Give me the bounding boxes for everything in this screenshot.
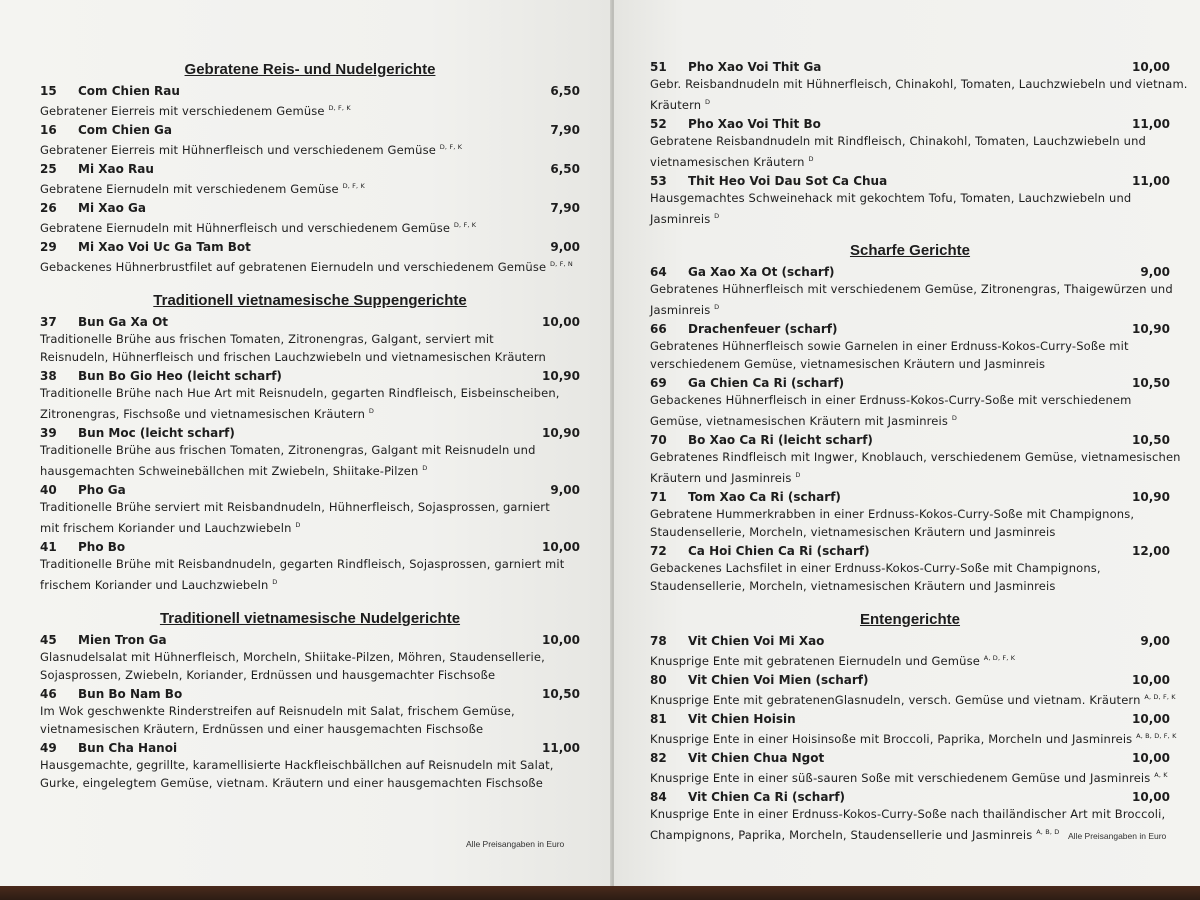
menu-item-header xyxy=(40,481,580,499)
dish-price: 10,00 xyxy=(1132,60,1170,74)
menu-item xyxy=(650,749,1170,786)
description-text: Gebratenes Hühnerfleisch mit verschiedenem Gemüse, Zitronengras, Thaigewürzen und xyxy=(650,282,1173,296)
dish-description xyxy=(650,728,1177,747)
dish-name: Mien Tron Ga xyxy=(78,633,167,647)
dish-description xyxy=(650,133,1170,149)
section-title: Gebratene Reis- und Nudelgerichte xyxy=(184,61,436,78)
dish-name: Vit Chien Chua Ngot xyxy=(688,751,825,765)
dish-description xyxy=(650,578,1170,594)
dish-price: 6,50 xyxy=(550,162,580,176)
table-edge xyxy=(0,886,1200,900)
dish-name: Bun Ga Xa Ot xyxy=(78,315,168,329)
dish-name: Bun Bo Gio Heo (leicht scharf) xyxy=(78,369,282,383)
menu-item-header xyxy=(650,320,1170,338)
menu-item-header xyxy=(40,538,580,556)
description-text: Jasminreis xyxy=(650,303,711,317)
allergen-codes: D xyxy=(714,212,720,220)
dish-name: Vit Chien Voi Mien (scharf) xyxy=(688,673,869,687)
description-text: Knusprige Ente mit gebratenenGlasnudeln, versch. Gemüse und vietnam. Kräutern xyxy=(650,693,1141,707)
dish-description xyxy=(650,299,1170,318)
menu-item xyxy=(40,238,580,275)
dish-price: 10,50 xyxy=(1132,433,1170,447)
dish-price: 7,90 xyxy=(550,123,580,137)
menu-column-right xyxy=(650,58,1188,845)
menu-item-header xyxy=(40,313,580,331)
dish-description xyxy=(40,403,580,422)
dish-price: 10,90 xyxy=(542,426,580,440)
description-text: Sojasprossen, Zwiebeln, Koriander, Erdnüssen und hausgemachter Fischsoße xyxy=(40,668,496,682)
dish-description xyxy=(40,217,580,236)
dish-price: 10,90 xyxy=(1132,490,1170,504)
dish-number: 72 xyxy=(650,544,667,558)
menu-item-header xyxy=(40,424,580,442)
description-text: hausgemachten Schweinebällchen mit Zwiebeln, Shiitake-Pilzen xyxy=(40,464,419,478)
menu-item-header xyxy=(650,374,1170,392)
dish-description xyxy=(650,467,1170,486)
description-text: Gebratenes Hühnerfleisch sowie Garnelen in einer Erdnuss-Kokos-Curry-Soße mit xyxy=(650,339,1129,353)
dish-description xyxy=(40,556,580,572)
dish-description xyxy=(40,667,580,683)
menu-item xyxy=(650,542,1170,594)
section-title: Entengerichte xyxy=(859,611,961,628)
menu-item-header xyxy=(40,367,580,385)
menu-item-header xyxy=(40,631,580,649)
menu-item-header xyxy=(40,160,580,178)
dish-name: Bun Bo Nam Bo xyxy=(78,687,183,701)
dish-name: Bo Xao Ca Ri (leicht scharf) xyxy=(688,433,873,447)
dish-description xyxy=(650,449,1181,465)
dish-number: 78 xyxy=(650,634,667,648)
dish-description xyxy=(40,139,580,158)
dish-number: 45 xyxy=(40,633,57,647)
description-text: Gebackenes Hühnerfleisch in einer Erdnuss-Kokos-Curry-Soße mit verschiedenem xyxy=(650,393,1132,407)
menu-item-header xyxy=(650,749,1170,767)
allergen-codes: D, F, K xyxy=(328,104,351,112)
description-text: vietnamesischen Kräutern, Erdnüssen und einer hausgemachten Fischsoße xyxy=(40,722,484,736)
description-text: Reisnudeln, Hühnerfleisch und frischen Lauchzwiebeln und vietnamesischen Kräutern xyxy=(40,350,546,364)
dish-name: Pho Ga xyxy=(78,483,126,497)
dish-description xyxy=(40,649,580,665)
allergen-codes: D xyxy=(714,303,720,311)
menu-item-header xyxy=(40,199,580,217)
section-title: Traditionell vietnamesische Nudelgerichte xyxy=(159,610,461,627)
allergen-codes: D xyxy=(272,578,278,586)
menu-item-header xyxy=(650,710,1170,728)
dish-description xyxy=(40,349,580,365)
menu-item xyxy=(650,172,1170,227)
dish-description xyxy=(650,338,1170,354)
dish-name: Mi Xao Rau xyxy=(78,162,154,176)
allergen-codes: D, F, N xyxy=(550,260,573,268)
description-text: Traditionelle Brühe nach Hue Art mit Reisnudeln, gegarten Rindfleisch, Eisbeinscheiben, xyxy=(40,386,560,400)
dish-name: Vit Chien Hoisin xyxy=(688,712,796,726)
dish-description xyxy=(40,775,580,791)
price-note: Alle Preisangaben in Euro xyxy=(1068,831,1167,841)
menu-page-right xyxy=(614,0,1200,888)
allergen-codes: D xyxy=(808,155,814,163)
dish-description xyxy=(650,94,1170,113)
dish-description xyxy=(650,410,1170,429)
dish-description xyxy=(40,256,580,275)
price-note: Alle Preisangaben in Euro xyxy=(466,839,565,849)
dish-description xyxy=(40,385,580,401)
description-text: Gebratene Reisbandnudeln mit Rindfleisch, Chinakohl, Tomaten, Lauchzwiebeln und xyxy=(650,134,1146,148)
description-text: Gebackenes Lachsfilet in einer Erdnuss-Kokos-Curry-Soße mit Champignons, xyxy=(650,561,1101,575)
menu-item-header xyxy=(650,788,1170,806)
allergen-codes: A, D, F, K xyxy=(1144,693,1176,701)
dish-price: 11,00 xyxy=(1132,117,1170,131)
dish-number: 16 xyxy=(40,123,57,137)
dish-name: Bun Cha Hanoi xyxy=(78,741,178,755)
dish-description xyxy=(650,524,1170,540)
allergen-codes: D xyxy=(368,407,375,415)
dish-name: Thit Heo Voi Dau Sot Ca Chua xyxy=(688,174,888,188)
allergen-codes: A, B, D, F, K xyxy=(1136,732,1177,740)
menu-item xyxy=(650,431,1181,486)
dish-price: 10,90 xyxy=(542,369,580,383)
dish-number: 82 xyxy=(650,751,667,765)
dish-name: Pho Xao Voi Thit Bo xyxy=(688,117,821,131)
dish-description xyxy=(40,574,580,593)
menu-item xyxy=(650,263,1173,318)
description-text: verschiedenem Gemüse, vietnamesischen Kräutern und Jasminreis xyxy=(650,357,1046,371)
dish-price: 11,00 xyxy=(542,741,580,755)
menu-item-header xyxy=(650,671,1170,689)
dish-name: Mi Xao Ga xyxy=(78,201,146,215)
description-text: Staudensellerie, Morcheln, vietnamesischen Kräutern und Jasminreis xyxy=(650,579,1056,593)
description-text: Gebr. Reisbandnudeln mit Hühnerfleisch, Chinakohl, Tomaten, Lauchzwiebeln und vietnam. xyxy=(650,77,1188,91)
menu-item xyxy=(40,481,580,536)
dish-number: 26 xyxy=(40,201,57,215)
menu-item xyxy=(40,538,580,593)
menu-item-header xyxy=(40,739,580,757)
dish-number: 80 xyxy=(650,673,667,687)
menu-item-header xyxy=(40,82,580,100)
dish-name: Drachenfeuer (scharf) xyxy=(688,322,838,336)
allergen-codes: D, F, K xyxy=(453,221,477,229)
dish-description xyxy=(650,650,1170,669)
menu-item-header xyxy=(40,121,580,139)
menu-item xyxy=(650,58,1188,113)
dish-description xyxy=(650,151,1170,170)
menu-section xyxy=(650,58,1188,227)
menu-item-header xyxy=(650,172,1170,190)
dish-description xyxy=(650,356,1170,372)
description-text: Gebratener Eierreis mit Hühnerfleisch und verschiedenem Gemüse xyxy=(40,143,436,157)
dish-description xyxy=(40,460,580,479)
dish-description xyxy=(40,703,580,719)
dish-description xyxy=(650,506,1170,522)
dish-price: 7,90 xyxy=(550,201,580,215)
description-text: Traditionelle Brühe mit Reisbandnudeln, gegarten Rindfleisch, Sojasprossen, garniert mit xyxy=(40,557,565,571)
dish-price: 10,00 xyxy=(1132,673,1170,687)
dish-price: 9,00 xyxy=(1140,634,1170,648)
dish-description xyxy=(650,76,1188,92)
dish-price: 9,00 xyxy=(550,240,580,254)
dish-number: 53 xyxy=(650,174,667,188)
dish-price: 10,00 xyxy=(1132,751,1170,765)
description-text: Zitronengras, Fischsoße und vietnamesischen Kräutern xyxy=(40,407,366,421)
dish-price: 10,50 xyxy=(542,687,580,701)
dish-price: 11,00 xyxy=(1132,174,1170,188)
dish-price: 10,90 xyxy=(1132,322,1170,336)
menu-item xyxy=(40,631,580,683)
dish-price: 6,50 xyxy=(550,84,580,98)
dish-number: 52 xyxy=(650,117,667,131)
dish-number: 40 xyxy=(40,483,57,497)
dish-description xyxy=(40,499,580,515)
menu-item xyxy=(650,115,1170,170)
menu-item-header xyxy=(650,542,1170,560)
menu-item xyxy=(650,488,1170,540)
description-text: Gebratene Eiernudeln mit verschiedenem Gemüse xyxy=(40,182,339,196)
allergen-codes: D, F, K xyxy=(342,182,365,190)
description-text: Traditionelle Brühe serviert mit Reisbandnudeln, Hühnerfleisch, Sojasprossen, garniert xyxy=(40,500,550,514)
dish-description xyxy=(650,689,1176,708)
description-text: Gebackenes Hühnerbrustfilet auf gebratenen Eiernudeln und verschiedenem Gemüse xyxy=(40,260,547,274)
dish-price: 12,00 xyxy=(1132,544,1170,558)
description-text: Traditionelle Brühe aus frischen Tomaten, Zitronengras, Galgant, serviert mit xyxy=(40,332,494,346)
dish-price: 9,00 xyxy=(1140,265,1170,279)
description-text: Gemüse, vietnamesischen Kräutern mit Jasminreis xyxy=(650,414,948,428)
dish-name: Ga Chien Ca Ri (scharf) xyxy=(688,376,845,390)
menu-item xyxy=(40,685,580,737)
dish-description xyxy=(40,757,580,773)
allergen-codes: A, K xyxy=(1154,771,1168,779)
dish-number: 70 xyxy=(650,433,667,447)
section-title: Traditionell vietnamesische Suppengerichte xyxy=(153,292,467,309)
dish-description xyxy=(650,190,1170,206)
dish-description xyxy=(650,560,1170,576)
allergen-codes: A, B, D xyxy=(1036,828,1060,836)
dish-number: 15 xyxy=(40,84,57,98)
description-text: Gebratene Hummerkrabben in einer Erdnuss-Kokos-Curry-Soße mit Champignons, xyxy=(650,507,1135,521)
dish-price: 10,00 xyxy=(542,633,580,647)
dish-description xyxy=(650,281,1173,297)
menu-item-header xyxy=(650,58,1170,76)
dish-price: 10,00 xyxy=(1132,790,1170,804)
menu-item xyxy=(40,82,580,119)
dish-price: 10,00 xyxy=(1132,712,1170,726)
allergen-codes: D, F, K xyxy=(439,143,463,151)
description-text: Kräutern xyxy=(650,98,702,112)
menu-item xyxy=(40,739,580,791)
dish-description xyxy=(40,178,580,197)
menu-item-header xyxy=(40,238,580,256)
dish-name: Com Chien Ga xyxy=(78,123,173,137)
section-title: Scharfe Gerichte xyxy=(849,242,971,259)
menu-item-header xyxy=(40,685,580,703)
dish-number: 81 xyxy=(650,712,667,726)
description-text: Staudensellerie, Morcheln, vietnamesischen Kräutern und Jasminreis xyxy=(650,525,1056,539)
menu-item xyxy=(650,320,1170,372)
dish-name: Pho Bo xyxy=(78,540,126,554)
dish-name: Ca Hoi Chien Ca Ri (scharf) xyxy=(688,544,870,558)
dish-number: 39 xyxy=(40,426,57,440)
description-text: Champignons, Paprika, Morcheln, Staudensellerie und Jasminreis xyxy=(650,828,1033,842)
allergen-codes: D xyxy=(951,414,957,422)
menu-item xyxy=(650,671,1176,708)
menu-item-header xyxy=(650,115,1170,133)
menu-item-header xyxy=(650,632,1170,650)
description-text: vietnamesischen Kräutern xyxy=(650,155,805,169)
allergen-codes: D xyxy=(422,464,428,472)
menu-section xyxy=(40,607,580,791)
description-text: Im Wok geschwenkte Rinderstreifen auf Reisnudeln mit Salat, frischem Gemüse, xyxy=(40,704,515,718)
description-text: Hausgemachtes Schweinehack mit gekochtem Tofu, Tomaten, Lauchzwiebeln und xyxy=(650,191,1132,205)
menu-item xyxy=(650,374,1170,429)
description-text: Knusprige Ente in einer süß-sauren Soße mit verschiedenem Gemüse und Jasminreis xyxy=(650,771,1151,785)
dish-description xyxy=(650,208,1170,227)
menu-item-header xyxy=(650,431,1170,449)
dish-name: Tom Xao Ca Ri (scharf) xyxy=(688,490,841,504)
dish-name: Com Chien Rau xyxy=(78,84,180,98)
description-text: Knusprige Ente in einer Hoisinsoße mit Broccoli, Paprika, Morcheln und Jasminreis xyxy=(650,732,1133,746)
dish-description xyxy=(650,806,1170,822)
dish-name: Ga Xao Xa Ot (scharf) xyxy=(688,265,835,279)
dish-number: 25 xyxy=(40,162,57,176)
dish-description xyxy=(40,100,580,119)
dish-number: 37 xyxy=(40,315,57,329)
dish-name: Vit Chien Ca Ri (scharf) xyxy=(688,790,846,804)
description-text: Hausgemachte, gegrillte, karamellisierte Hackfleischbällchen auf Reisnudeln mit Salat, xyxy=(40,758,554,772)
menu-item xyxy=(40,424,580,479)
description-text: Glasnudelsalat mit Hühnerfleisch, Morcheln, Shiitake-Pilzen, Möhren, Staudensellerie, xyxy=(40,650,545,664)
dish-number: 49 xyxy=(40,741,57,755)
dish-price: 10,00 xyxy=(542,315,580,329)
description-text: Knusprige Ente mit gebratenen Eiernudeln und Gemüse xyxy=(650,654,980,668)
dish-description xyxy=(40,442,580,458)
allergen-codes: D xyxy=(795,471,801,479)
dish-description xyxy=(40,331,580,347)
dish-price: 10,00 xyxy=(542,540,580,554)
dish-name: Vit Chien Voi Mi Xao xyxy=(688,634,825,648)
dish-number: 29 xyxy=(40,240,57,254)
menu-item xyxy=(650,632,1170,669)
description-text: frischem Koriander und Lauchzwiebeln xyxy=(40,578,269,592)
allergen-codes: D xyxy=(295,521,301,529)
menu-item-header xyxy=(650,263,1170,281)
menu-section xyxy=(40,58,580,275)
description-text: Gurke, eingelegtem Gemüse, vietnam. Kräutern und einer hausgemachten Fischsoße xyxy=(40,776,544,790)
description-text: Traditionelle Brühe aus frischen Tomaten, Zitronengras, Galgant mit Reisnudeln und xyxy=(40,443,536,457)
description-text: Jasminreis xyxy=(650,212,711,226)
dish-description xyxy=(650,392,1170,408)
menu-item xyxy=(40,121,580,158)
menu-item-header xyxy=(650,488,1170,506)
menu-item xyxy=(40,199,580,236)
description-text: Gebratenes Rindfleisch mit Ingwer, Knoblauch, verschiedenem Gemüse, vietnamesischen xyxy=(650,450,1181,464)
menu-item xyxy=(40,160,580,197)
dish-number: 46 xyxy=(40,687,57,701)
dish-number: 69 xyxy=(650,376,667,390)
menu-item xyxy=(650,710,1177,747)
dish-description xyxy=(40,721,580,737)
menu-item xyxy=(40,367,580,422)
dish-number: 41 xyxy=(40,540,57,554)
description-text: Knusprige Ente in einer Erdnuss-Kokos-Curry-Soße nach thailändischer Art mit Broccoli, xyxy=(650,807,1166,821)
dish-number: 51 xyxy=(650,60,667,74)
dish-description xyxy=(650,767,1170,786)
allergen-codes: A, D, F, K xyxy=(983,654,1016,662)
menu-column-left xyxy=(40,58,580,793)
dish-price: 9,00 xyxy=(550,483,580,497)
dish-number: 64 xyxy=(650,265,667,279)
dish-description xyxy=(40,517,580,536)
description-text: mit frischem Koriander und Lauchzwiebeln xyxy=(40,521,292,535)
menu-section xyxy=(650,239,1181,594)
menu-item xyxy=(40,313,580,365)
description-text: Kräutern und Jasminreis xyxy=(650,471,792,485)
dish-number: 84 xyxy=(650,790,667,804)
description-text: Gebratener Eierreis mit verschiedenem Gemüse xyxy=(40,104,325,118)
dish-price: 10,50 xyxy=(1132,376,1170,390)
menu-section xyxy=(650,608,1177,843)
menu-section xyxy=(40,289,580,593)
dish-name: Mi Xao Voi Uc Ga Tam Bot xyxy=(78,240,251,254)
dish-name: Bun Moc (leicht scharf) xyxy=(78,426,235,440)
dish-number: 71 xyxy=(650,490,667,504)
dish-name: Pho Xao Voi Thit Ga xyxy=(688,60,822,74)
description-text: Gebratene Eiernudeln mit Hühnerfleisch und verschiedenem Gemüse xyxy=(40,221,451,235)
dish-number: 66 xyxy=(650,322,667,336)
dish-number: 38 xyxy=(40,369,57,383)
allergen-codes: D xyxy=(705,98,711,106)
